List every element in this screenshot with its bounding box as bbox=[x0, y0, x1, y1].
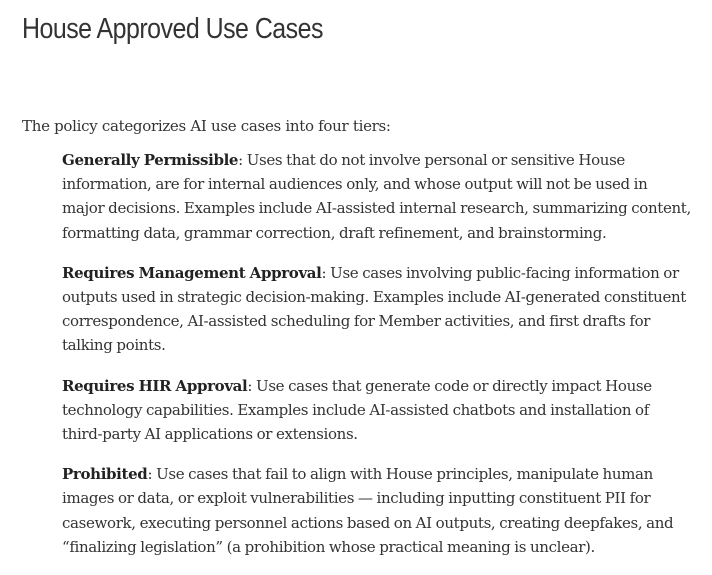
tier-item-generally-permissible bbox=[62, 148, 692, 245]
article-content bbox=[22, 0, 702, 575]
tier-description: : Use cases involving public-facing information or outputs used in strategic decision-making. Examples include AI-generated constituent correspondence, AI-assisted scheduling for Member activities, and first drafts for talking points. bbox=[62, 263, 686, 355]
intro-paragraph: The policy categorizes AI use cases into four tiers: bbox=[22, 117, 391, 135]
tier-description: : Use cases that generate code or directly impact House technology capabilities. Examples include AI-assisted chatbots and installation of third-party AI applications or extensions. bbox=[62, 376, 652, 444]
tier-name: Requires Management Approval bbox=[62, 263, 322, 282]
tier-description: : Use cases that fail to align with House principles, manipulate human images or data, or exploit vulnerabilities — including inputting constituent PII for casework, executing personnel actions based on AI outputs, creating deepfakes, and “finalizing legislation” (a prohibition whose practical meaning is unclear). bbox=[62, 465, 674, 556]
tier-item-prohibited bbox=[62, 462, 692, 559]
section-heading: House Approved Use Cases bbox=[22, 13, 323, 45]
tier-list bbox=[62, 148, 692, 559]
tier-name: Prohibited bbox=[62, 465, 148, 484]
tier-item-requires-management-approval bbox=[62, 261, 692, 358]
tier-item-requires-hir-approval bbox=[62, 374, 692, 447]
tier-description: : Uses that do not involve personal or sensitive House information, are for internal audiences only, and whose output will not be used in major decisions. Examples include AI-assisted internal research, summarizing content, formatting data, grammar correction, draft refinement, and brainstorming. bbox=[62, 151, 691, 242]
tier-name: Requires HIR Approval bbox=[62, 376, 248, 395]
tier-name: Generally Permissible bbox=[62, 151, 239, 169]
